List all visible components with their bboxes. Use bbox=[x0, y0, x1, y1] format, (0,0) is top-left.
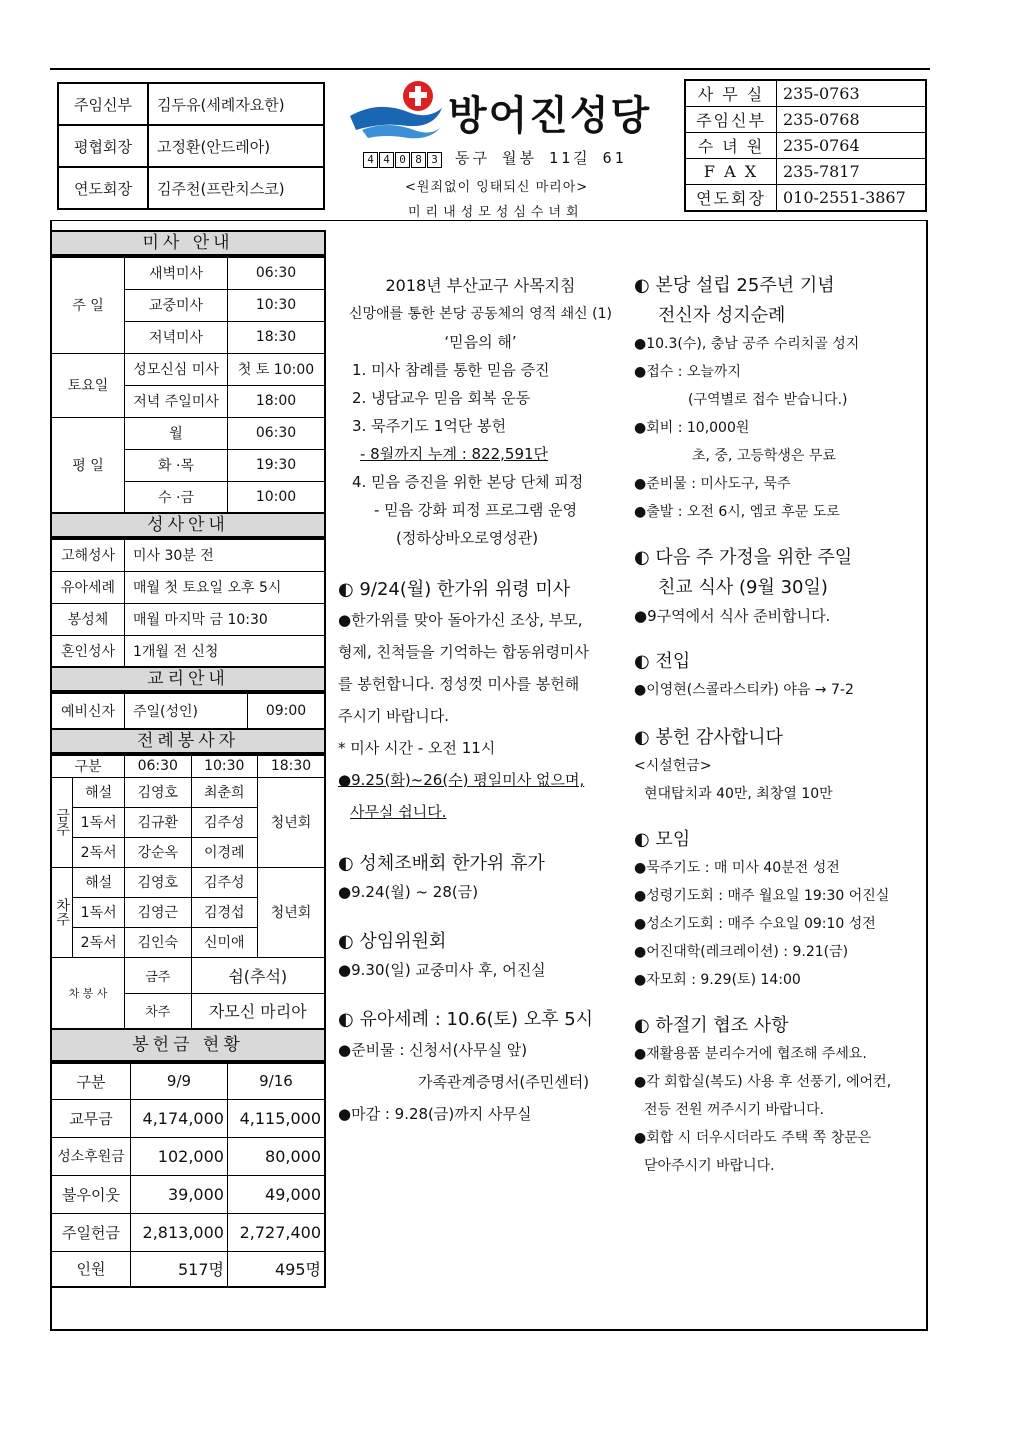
offering-col-header: 9/16 bbox=[227, 1063, 325, 1099]
middle-column bbox=[338, 272, 623, 1130]
servers-group: 청년회 bbox=[258, 777, 326, 867]
contact-label: 사 무 실 bbox=[685, 80, 777, 107]
motto: <원죄없이 잉태되신 마리아> bbox=[405, 180, 589, 195]
sacrament-info: 미사 30분 전 bbox=[125, 539, 326, 571]
meeting-line: ●자모회 : 9.29(토) 14:00 bbox=[634, 972, 801, 988]
meeting-line: ●묵주기도 : 매 미사 40분전 성전 bbox=[634, 860, 840, 876]
doctrine-time: 09:00 bbox=[248, 693, 326, 729]
contact-label: 수 녀 원 bbox=[685, 133, 777, 159]
sacrament-info: 매월 마지막 금 10:30 bbox=[125, 603, 326, 635]
servers-heading: 전례봉사자 bbox=[50, 730, 326, 754]
family-heading-2: 친교 식사 (9월 30일) bbox=[658, 577, 828, 598]
mass-time: 18:00 bbox=[228, 385, 326, 417]
pilgrim-heading-2: 전신자 성지순례 bbox=[658, 305, 786, 326]
offering-col-header: 9/9 bbox=[131, 1063, 228, 1099]
servers-person: 이경례 bbox=[191, 837, 258, 867]
servers-table bbox=[50, 754, 326, 1030]
servers-person: 강순옥 bbox=[125, 837, 192, 867]
mass-heading: 미사 안내 bbox=[50, 230, 326, 256]
contact-label: 주임신부 bbox=[685, 107, 777, 133]
postcode-digit: 4 bbox=[363, 152, 378, 168]
policy-item: 3. 묵주기도 1억단 봉헌 bbox=[352, 417, 507, 435]
mass-name: 화 ·목 bbox=[125, 449, 228, 481]
servers-person: 김영근 bbox=[125, 897, 192, 927]
offering-label: 성소후원금 bbox=[51, 1137, 131, 1175]
offering-value: 495명 bbox=[227, 1251, 325, 1287]
meeting-heading: ◐ 모임 bbox=[634, 829, 691, 850]
doctrine-table bbox=[50, 692, 326, 730]
policy-item: 1. 미사 참례를 통한 믿음 증진 bbox=[352, 361, 550, 379]
offering-label: 주일헌금 bbox=[51, 1213, 131, 1251]
clergy-value: 김주천(프란치스코) bbox=[148, 167, 324, 209]
chuseok-line: 사무실 쉽니다. bbox=[350, 803, 447, 821]
chuseok-line: * 미사 시간 - 오전 11시 bbox=[338, 739, 496, 757]
servers-col-header: 06:30 bbox=[125, 755, 192, 777]
policy-subtitle: 신망애를 통한 본당 공동체의 영적 쇄신 (1) bbox=[349, 306, 612, 322]
offering-table bbox=[50, 1062, 326, 1288]
servers-role: 1독서 bbox=[73, 807, 125, 837]
sacrament-info: 1개월 전 신청 bbox=[125, 635, 326, 667]
convent-name: 미리내성모성심수녀회 bbox=[408, 205, 584, 220]
thanks-line: 현대탑치과 40만, 최창열 10만 bbox=[644, 786, 833, 802]
mass-name: 새벽미사 bbox=[125, 257, 228, 289]
baptism-line: ●준비물 : 신청서(사무실 앞) bbox=[338, 1041, 528, 1059]
offering-value: 49,000 bbox=[227, 1175, 325, 1213]
offering-value: 4,115,000 bbox=[227, 1099, 325, 1137]
summer-line: ●재활용품 분리수거에 협조해 주세요. bbox=[634, 1046, 867, 1062]
pilgrim-line: (구역별로 접수 받습니다.) bbox=[688, 392, 848, 408]
mass-name: 월 bbox=[125, 417, 228, 449]
contact-table bbox=[684, 79, 927, 212]
mass-time: 06:30 bbox=[228, 257, 326, 289]
servers-person: 김주성 bbox=[191, 807, 258, 837]
offering-value: 2,727,400 bbox=[227, 1213, 325, 1251]
offering-label: 교무금 bbox=[51, 1099, 131, 1137]
sacrament-name: 유아세례 bbox=[51, 571, 125, 603]
doctrine-target: 주일(성인) bbox=[125, 693, 248, 729]
mass-day: 주 일 bbox=[51, 257, 125, 353]
mass-time: 10:00 bbox=[228, 481, 326, 513]
mass-name: 저녁 주일미사 bbox=[125, 385, 228, 417]
clergy-label: 연도회장 bbox=[58, 167, 148, 209]
summer-line: ●회합 시 더우시더라도 주택 쪽 창문은 bbox=[634, 1130, 872, 1146]
servers-person: 김규환 bbox=[125, 807, 192, 837]
servers-person: 최춘희 bbox=[191, 777, 258, 807]
summer-line: ●각 회합실(복도) 사용 후 선풍기, 에어컨, bbox=[634, 1074, 892, 1090]
move-line: ●이영현(스콜라스티카) 야음 → 7-2 bbox=[634, 682, 854, 698]
chuseok-line: 주시기 바랍니다. bbox=[338, 707, 449, 725]
servers-person: 김영호 bbox=[125, 867, 192, 897]
servers-group: 청년회 bbox=[258, 867, 326, 957]
pilgrim-line: ●접수 : 오늘까지 bbox=[634, 364, 741, 380]
mass-name: 저녁미사 bbox=[125, 321, 228, 353]
sacrament-heading: 성사안내 bbox=[50, 514, 326, 538]
church-name: 방어진성당 bbox=[448, 93, 652, 139]
right-column bbox=[634, 272, 924, 1180]
policy-item: 2. 냉담교우 믿음 회복 운동 bbox=[352, 389, 531, 407]
offering-col-header: 구분 bbox=[51, 1063, 131, 1099]
servers-role: 해설 bbox=[73, 777, 125, 807]
postcode-digit: 3 bbox=[427, 152, 442, 168]
chuseok-line: 를 봉헌합니다. 정성껏 미사를 봉헌해 bbox=[338, 675, 580, 693]
pilgrim-heading: ◐ 본당 설립 25주년 기념 bbox=[634, 275, 835, 296]
mass-name: 성모신심 미사 bbox=[125, 353, 228, 385]
pilgrim-line: ●10.3(수), 충남 공주 수리치골 성지 bbox=[634, 336, 860, 352]
servers-role: 2독서 bbox=[73, 927, 125, 957]
family-line: ●9구역에서 식사 준비합니다. bbox=[634, 607, 831, 625]
top-rule bbox=[50, 68, 930, 70]
mass-day: 평 일 bbox=[51, 417, 125, 513]
offering-value: 517명 bbox=[131, 1251, 228, 1287]
contact-number: 235-0768 bbox=[777, 107, 927, 133]
mass-time: 06:30 bbox=[228, 417, 326, 449]
mass-time: 10:30 bbox=[228, 289, 326, 321]
sacrament-name: 혼인성사 bbox=[51, 635, 125, 667]
clergy-value: 김두유(세례자요한) bbox=[148, 83, 324, 125]
mass-table bbox=[50, 256, 326, 514]
meeting-line: ●성소기도회 : 매주 수요일 09:10 성전 bbox=[634, 916, 876, 932]
contact-number: 235-7817 bbox=[777, 159, 927, 185]
offering-value: 4,174,000 bbox=[131, 1099, 228, 1137]
offering-value: 2,813,000 bbox=[131, 1213, 228, 1251]
contact-number: 235-0763 bbox=[777, 80, 927, 107]
committee-line: ●9.30(일) 교중미사 후, 어진실 bbox=[338, 961, 546, 979]
sacrament-name: 봉성체 bbox=[51, 603, 125, 635]
baptism-line: 가족관계증명서(주민센터) bbox=[418, 1073, 590, 1091]
car-week: 금주 bbox=[125, 957, 192, 993]
servers-week-label: 금주 bbox=[51, 777, 73, 867]
clergy-label: 주임신부 bbox=[58, 83, 148, 125]
policy-item: - 믿음 강화 피정 프로그램 운영 bbox=[374, 501, 578, 519]
servers-col-header: 10:30 bbox=[191, 755, 258, 777]
offering-label: 인원 bbox=[51, 1251, 131, 1287]
policy-year: ‘믿음의 해’ bbox=[444, 333, 517, 351]
postcode-digit: 8 bbox=[411, 152, 426, 168]
adoration-heading: ◐ 성체조배회 한가위 휴가 bbox=[338, 853, 545, 874]
chuseok-line: 형제, 친척들을 기억하는 합동위령미사 bbox=[338, 643, 589, 661]
address-text: 동구 월봉 11길 61 bbox=[455, 149, 627, 167]
pilgrim-line: ●출발 : 오전 6시, 엠코 후문 도로 bbox=[634, 504, 840, 520]
clergy-value: 고정환(안드레아) bbox=[148, 125, 324, 167]
servers-person: 김주성 bbox=[191, 867, 258, 897]
servers-col-header: 구분 bbox=[51, 755, 125, 777]
thanks-line: <시설헌금> bbox=[634, 758, 712, 774]
postcode-digit: 0 bbox=[395, 152, 410, 168]
servers-person: 김경섭 bbox=[191, 897, 258, 927]
sacrament-name: 고해성사 bbox=[51, 539, 125, 571]
servers-person: 김영호 bbox=[125, 777, 192, 807]
doctrine-heading: 교리안내 bbox=[50, 668, 326, 692]
address bbox=[363, 147, 627, 168]
offering-label: 불우이웃 bbox=[51, 1175, 131, 1213]
family-heading: ◐ 다음 주 가정을 위한 주일 bbox=[634, 547, 853, 568]
chuseok-line: ●한가위를 맞아 돌아가신 조상, 부모, bbox=[338, 611, 583, 629]
servers-person: 김인숙 bbox=[125, 927, 192, 957]
sacrament-info: 매월 첫 토요일 오후 5시 bbox=[125, 571, 326, 603]
pilgrim-line: 초, 중, 고등학생은 무료 bbox=[692, 448, 836, 464]
servers-week-label: 차주 bbox=[51, 867, 73, 957]
summer-line: 닫아주시기 바랍니다. bbox=[644, 1158, 775, 1174]
offering-value: 39,000 bbox=[131, 1175, 228, 1213]
summer-heading: ◐ 하절기 협조 사항 bbox=[634, 1015, 789, 1036]
doctrine-name: 예비신자 bbox=[51, 693, 125, 729]
chuseok-heading: ◐ 9/24(월) 한가위 위령 미사 bbox=[338, 579, 571, 600]
contact-label: 연도회장 bbox=[685, 185, 777, 212]
committee-heading: ◐ 상임위원회 bbox=[338, 931, 447, 952]
meeting-line: ●성령기도회 : 매주 월요일 19:30 어진실 bbox=[634, 888, 890, 904]
thanks-heading: ◐ 봉헌 감사합니다 bbox=[634, 727, 783, 748]
car-assignee: 쉼(추석) bbox=[191, 957, 325, 993]
mass-name: 교중미사 bbox=[125, 289, 228, 321]
contact-number: 010-2551-3867 bbox=[777, 185, 927, 212]
clergy-table bbox=[57, 82, 325, 210]
baptism-line: ●마감 : 9.28(금)까지 사무실 bbox=[338, 1105, 532, 1123]
offering-value: 80,000 bbox=[227, 1137, 325, 1175]
mass-time: 첫 토 10:00 bbox=[228, 353, 326, 385]
servers-role: 해설 bbox=[73, 867, 125, 897]
car-week: 차주 bbox=[125, 993, 192, 1029]
mass-time: 19:30 bbox=[228, 449, 326, 481]
offering-value: 102,000 bbox=[131, 1137, 228, 1175]
clergy-label: 평협회장 bbox=[58, 125, 148, 167]
pilgrim-line: ●준비물 : 미사도구, 묵주 bbox=[634, 476, 791, 492]
church-logo-icon bbox=[348, 78, 444, 140]
baptism-heading: ◐ 유아세례 : 10.6(토) 오후 5시 bbox=[338, 1009, 594, 1030]
car-service-label: 차 봉 사 bbox=[51, 957, 125, 1029]
servers-role: 1독서 bbox=[73, 897, 125, 927]
policy-title: 2018년 부산교구 사목지침 bbox=[385, 276, 576, 295]
offering-heading: 봉헌금 현황 bbox=[50, 1030, 326, 1062]
contact-label: F A X bbox=[685, 159, 777, 185]
mass-time: 18:30 bbox=[228, 321, 326, 353]
contact-number: 235-0764 bbox=[777, 133, 927, 159]
pilgrim-line: ●회비 : 10,000원 bbox=[634, 420, 750, 436]
policy-item: 4. 믿음 증진을 위한 본당 단체 피정 bbox=[352, 473, 584, 491]
meeting-line: ●어진대학(레크레이션) : 9.21(금) bbox=[634, 944, 849, 960]
mass-name: 수 ·금 bbox=[125, 481, 228, 513]
mass-day: 토요일 bbox=[51, 353, 125, 417]
chuseok-line: ●9.25(화)~26(수) 평일미사 없으며, bbox=[338, 771, 585, 789]
servers-role: 2독서 bbox=[73, 837, 125, 867]
postcode-digit: 4 bbox=[379, 152, 394, 168]
policy-item: (정하상바오로영성관) bbox=[396, 529, 539, 547]
move-heading: ◐ 전입 bbox=[634, 651, 691, 672]
servers-person: 신미애 bbox=[191, 927, 258, 957]
servers-col-header: 18:30 bbox=[258, 755, 326, 777]
sacrament-table bbox=[50, 538, 326, 668]
car-assignee: 자모신 마리아 bbox=[191, 993, 325, 1029]
summer-line: 전등 전원 꺼주시기 바랍니다. bbox=[644, 1102, 825, 1118]
policy-item: - 8월까지 누계 : 822,591단 bbox=[360, 445, 549, 463]
left-sidebar bbox=[50, 230, 326, 1288]
adoration-line: ●9.24(월) ~ 28(금) bbox=[338, 883, 479, 901]
